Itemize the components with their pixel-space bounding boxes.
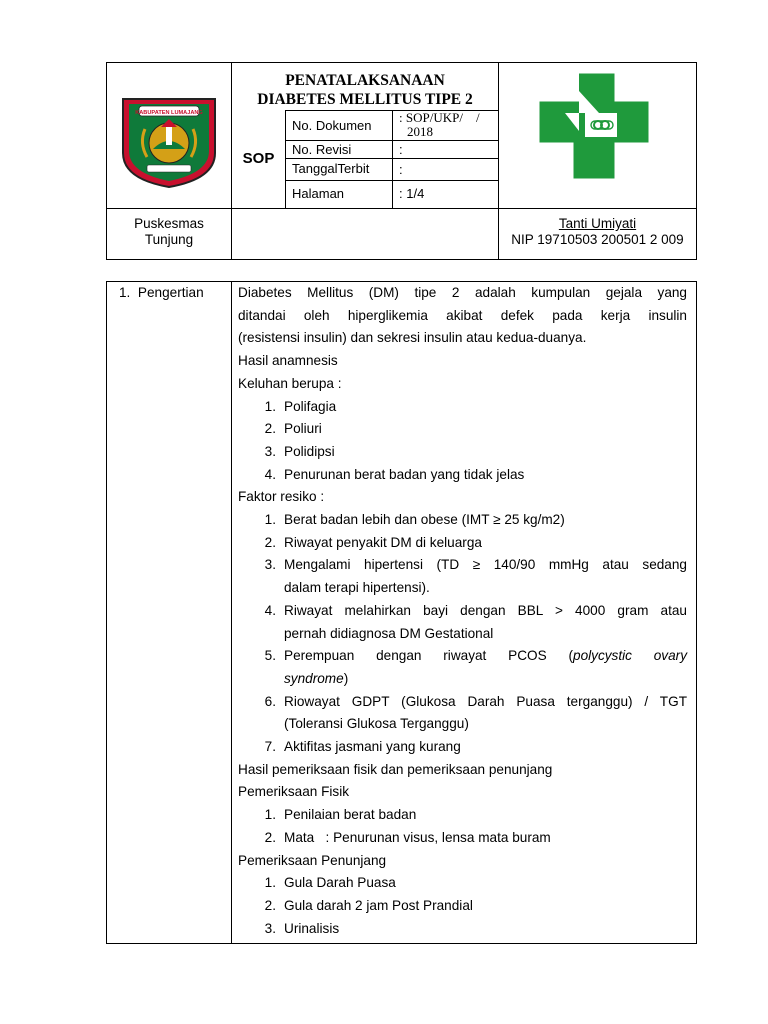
page-value: : 1/4	[399, 186, 425, 201]
section-content	[238, 282, 687, 940]
physical-exam-heading: Pemeriksaan Fisik	[238, 784, 350, 800]
list-item: 3. Polidipsi	[264, 443, 335, 459]
doc-number-value: : SOP/UKP/ / 2018	[399, 110, 480, 139]
list-item: 3. Urinalisis	[264, 920, 340, 936]
title-line-1: PENATALAKSANAAN	[285, 72, 445, 89]
list-item: 4. Riwayat melahirkan bayi dengan BBL > 4000 gram atau pernah didiagnosa DM Gestational	[264, 602, 687, 641]
signer-block	[499, 216, 696, 248]
document-title	[232, 71, 498, 109]
list-item: 4. Penurunan berat badan yang tidak jelas	[264, 466, 525, 482]
list-item: 1. Berat badan lebih dan obese (IMT ≥ 25 kg/m2)	[264, 512, 565, 528]
district-emblem-logo	[117, 93, 221, 189]
list-item: 1. Penilaian berat badan	[264, 807, 417, 823]
list-item: 2. Mata : Penurunan visus, lensa mata buram	[264, 829, 551, 845]
title-line-2: DIABETES MELLITUS TIPE 2	[257, 91, 473, 108]
list-item: 7. Aktifitas jasmani yang kurang	[264, 739, 461, 755]
list-item: 6. Riowayat GDPT (Glukosa Darah Puasa terganggu) / TGT (Toleransi Glukosa Terganggu)	[264, 693, 687, 732]
intro-line: ditandai oleh hiperglikemia akibat defek pada kerja insulin	[238, 307, 687, 323]
list-item: 3. Mengalami hipertensi (TD ≥ 140/90 mmHg atau sedang dalam terapi hipertensi).	[264, 557, 687, 596]
sop-label: SOP	[242, 150, 275, 167]
complaints-heading: Keluhan berupa :	[238, 375, 342, 391]
risk-factors-heading: Faktor resiko :	[238, 489, 325, 505]
section-label: 1. Pengertian	[119, 285, 204, 300]
intro-line: (resistensi insulin) dan sekresi insulin atau kedua-duanya.	[238, 330, 587, 346]
puskesmas-cross-logo	[539, 73, 649, 183]
sop-header-table	[106, 62, 697, 260]
list-item: 2. Riwayat penyakit DM di keluarga	[264, 534, 482, 550]
intro-line: Diabetes Mellitus (DM) tipe 2 adalah kumpulan gejala yang	[238, 285, 687, 300]
emblem-text: KABUPATEN LUMAJANG	[135, 110, 203, 116]
list-item: 2. Gula darah 2 jam Post Prandial	[264, 897, 473, 913]
signer-nip: NIP 19710503 200501 2 009	[511, 232, 684, 247]
examination-heading: Hasil pemeriksaan fisik dan pemeriksaan penunjang	[238, 761, 553, 777]
anamnesis-heading: Hasil anamnesis	[238, 353, 338, 369]
publish-date-value: :	[399, 162, 403, 177]
organization-name: Puskesmas Tunjung	[134, 216, 204, 247]
list-item: 2. Poliuri	[264, 421, 322, 437]
doc-number-label: No. Dokumen	[292, 118, 372, 133]
page-label: Halaman	[292, 186, 345, 201]
signer-name: Tanti Umiyati	[558, 216, 637, 231]
revision-value: :	[399, 142, 403, 157]
publish-date-label: TanggalTerbit	[292, 161, 370, 176]
sop-content-table	[106, 281, 697, 944]
revision-label: No. Revisi	[292, 142, 352, 157]
supporting-exam-heading: Pemeriksaan Penunjang	[238, 852, 387, 868]
list-item: 5. Perempuan dengan riwayat PCOS (polycystic ovary syndrome)	[264, 648, 687, 686]
list-item: 1. Gula Darah Puasa	[264, 875, 396, 891]
list-item: 1. Polifagia	[264, 398, 337, 414]
